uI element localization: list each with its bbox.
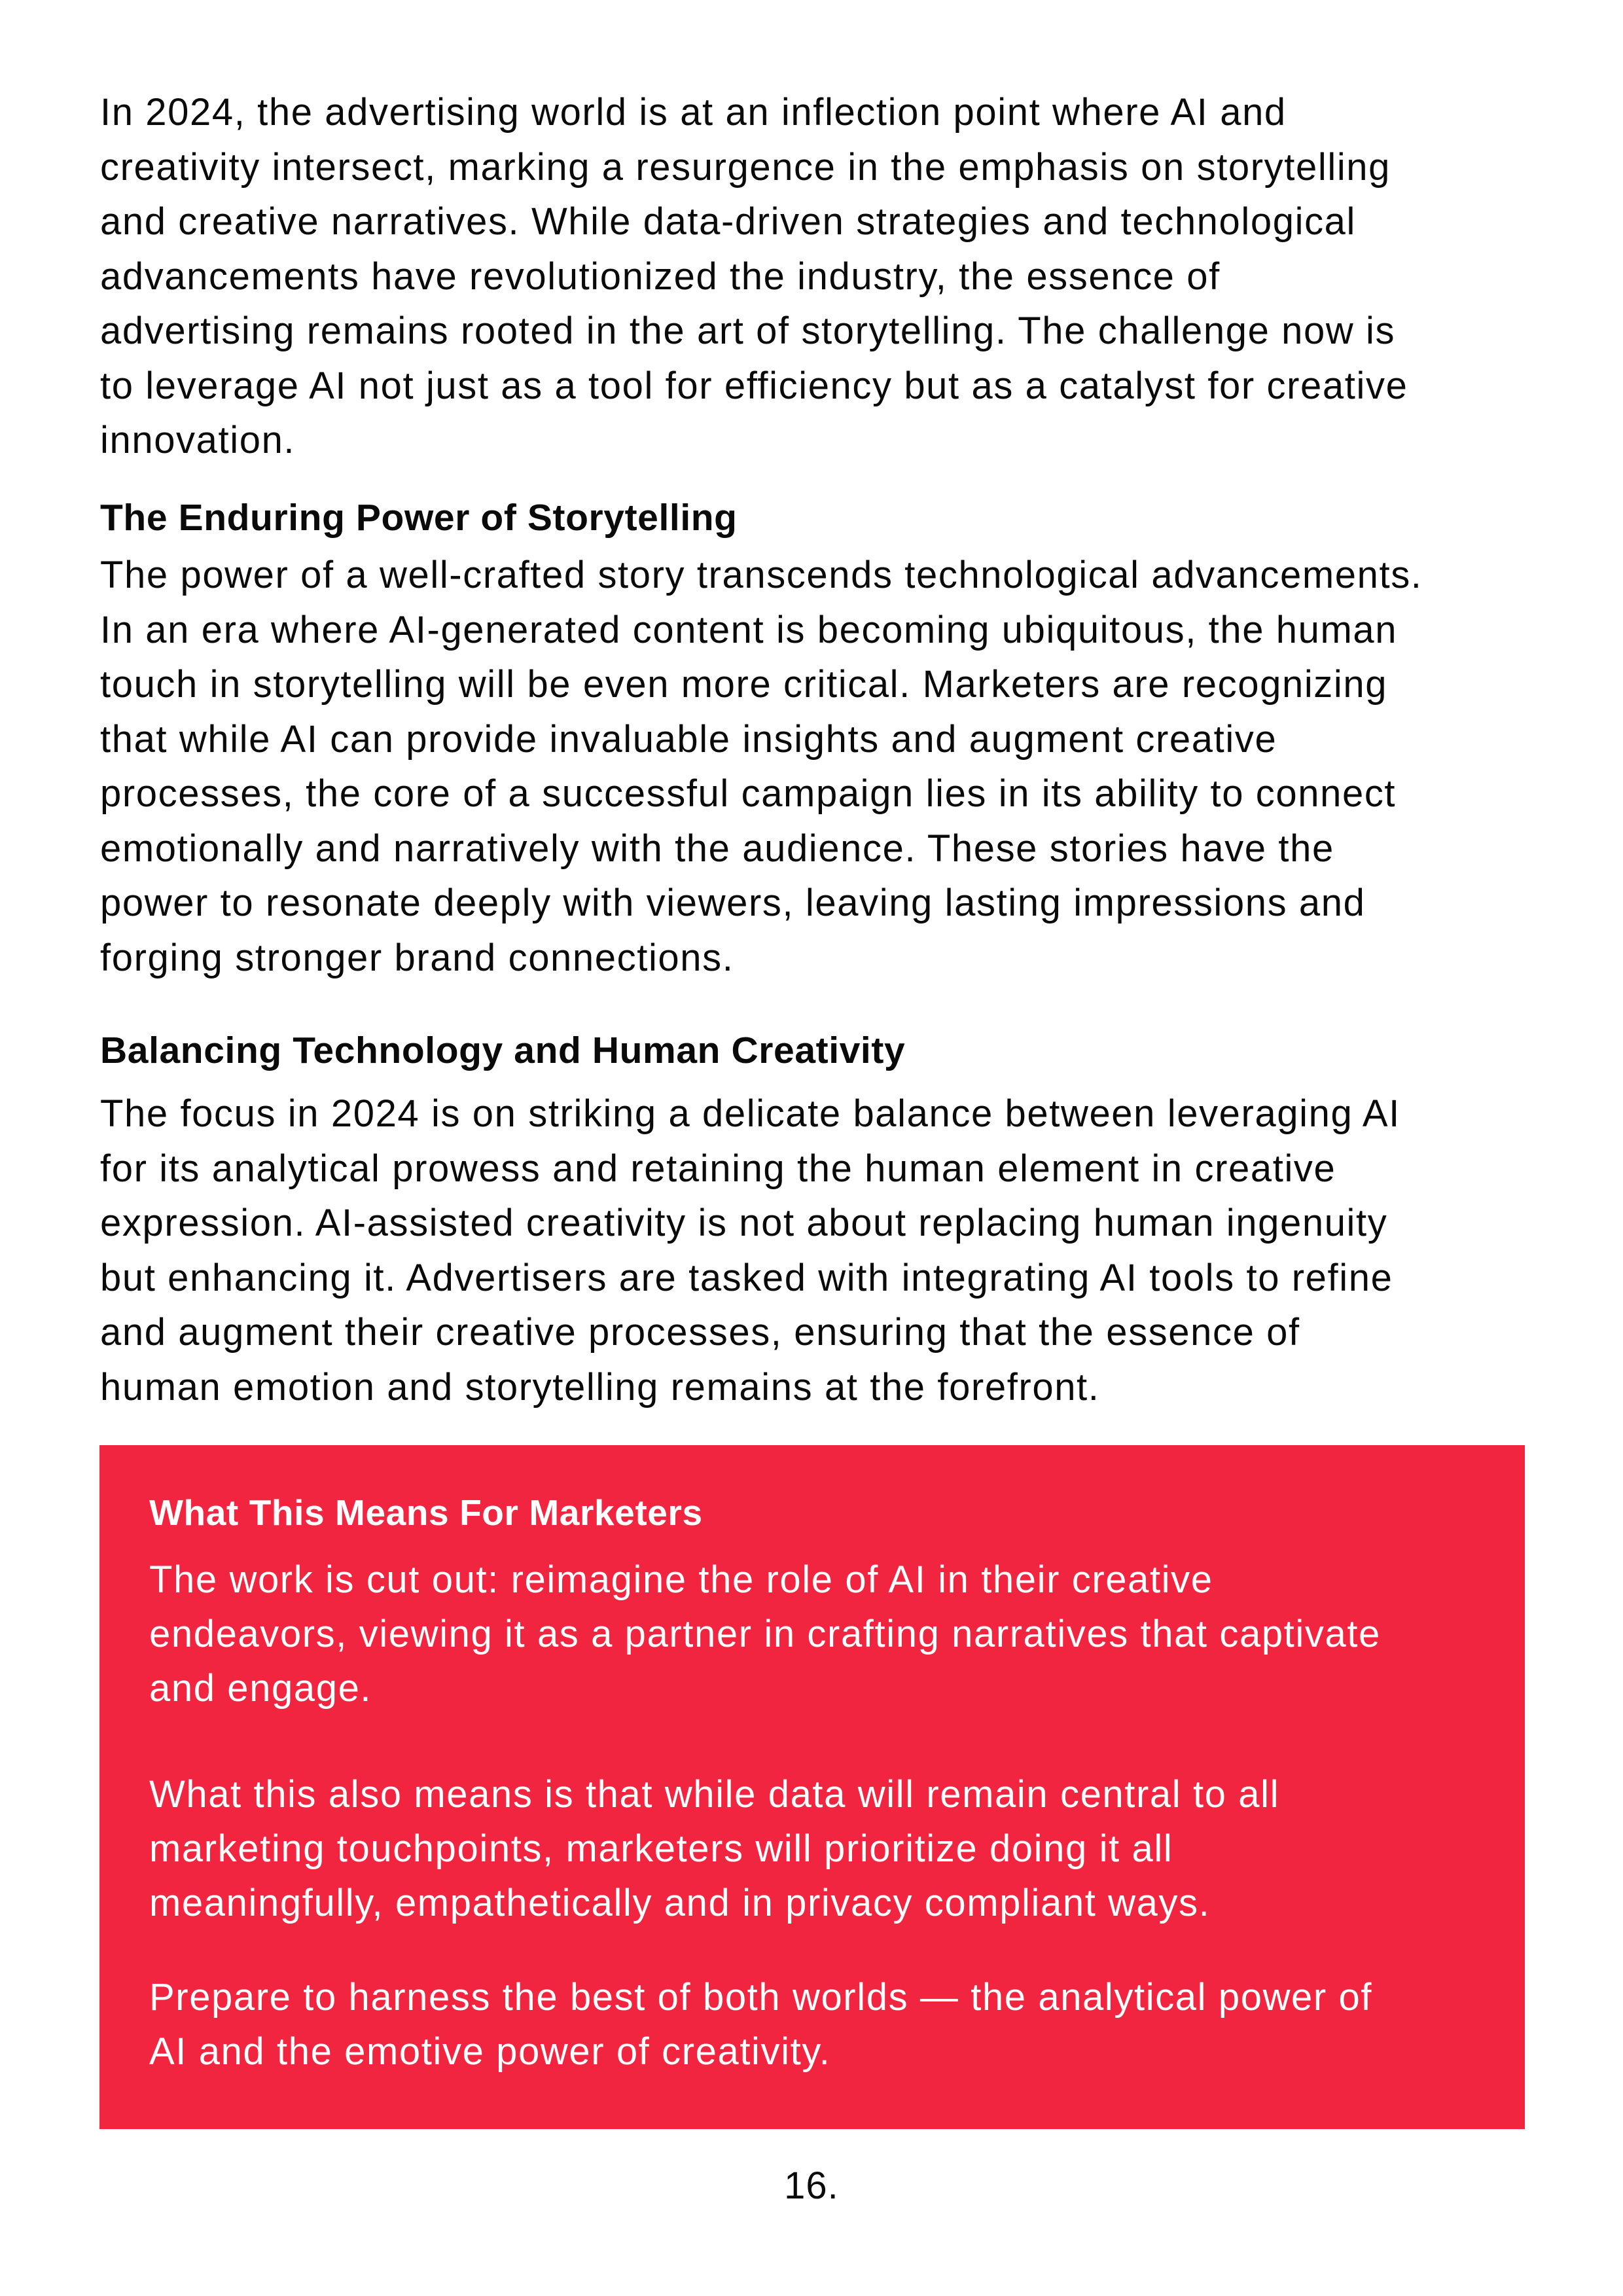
page-number: 16. [784,2164,839,2207]
storytelling-paragraph [100,548,1540,985]
text-line: power to resonate deeply with viewers, leaving lasting impressions and [100,882,1366,924]
text-line: The power of a well-crafted story transcends technological advancements. [100,554,1423,596]
callout-heading: What This Means For Marketers [149,1492,703,1533]
callout-paragraph [149,1767,1279,1930]
text-line: The work is cut out: reimagine the role of AI in their creative [149,1558,1213,1601]
section-heading-balance: Balancing Technology and Human Creativity [100,1030,906,1071]
text-line: advancements have revolutionized the industry, the essence of [100,255,1221,298]
section-heading-storytelling: The Enduring Power of Storytelling [100,497,738,539]
text-line: creativity intersect, marking a resurgence in the emphasis on storytelling [100,145,1391,188]
balance-paragraph [100,1086,1540,1414]
text-line: for its analytical prowess and retaining the human element in creative [100,1147,1336,1190]
text-line: processes, the core of a successful campaign lies in its ability to connect [100,772,1397,815]
storytelling-heading-block [100,491,1540,546]
text-line: but enhancing it. Advertisers are tasked with integrating AI tools to refine [100,1256,1393,1299]
text-line: meaningfully, empathetically and in privacy compliant ways. [149,1882,1211,1924]
text-line: In an era where AI-generated content is becoming ubiquitous, the human [100,608,1398,651]
text-line: and creative narratives. While data-driven strategies and technological [100,200,1357,243]
text-line: What this also means is that while data will remain central to all [149,1773,1280,1816]
text-line: endeavors, viewing it as a partner in crafting narratives that captivate [149,1613,1381,1655]
text-line: emotionally and narratively with the audience. These stories have the [100,827,1334,870]
text-line: AI and the emotive power of creativity. [149,2030,831,2073]
text-line: and augment their creative processes, ensuring that the essence of [100,1311,1300,1354]
text-line: In 2024, the advertising world is at an inflection point where AI and [100,91,1287,134]
text-line: human emotion and storytelling remains at the forefront. [100,1365,1100,1408]
callout-paragraph [149,1552,1381,1715]
text-line: advertising remains rooted in the art of storytelling. The challenge now is [100,310,1396,352]
intro-paragraph [100,85,1540,468]
marketers-callout-box [99,1445,1525,2129]
balance-heading-block [100,1024,1540,1079]
text-line: to leverage AI not just as a tool for efficiency but as a catalyst for creative [100,364,1408,407]
text-line: expression. AI-assisted creativity is not about replacing human ingenuity [100,1202,1388,1244]
text-line: touch in storytelling will be even more critical. Marketers are recognizing [100,663,1388,706]
text-line: marketing touchpoints, marketers will prioritize doing it all [149,1827,1173,1870]
text-line: innovation. [100,419,296,461]
text-line: forging stronger brand connections. [100,936,734,979]
text-line: that while AI can provide invaluable insights and augment creative [100,717,1277,761]
text-line: Prepare to harness the best of both worlds — the analytical power of [149,1976,1373,2018]
text-line: The focus in 2024 is on striking a delicate balance between leveraging AI [100,1092,1400,1135]
callout-paragraph [149,1970,1372,2079]
text-line: and engage. [149,1667,372,1710]
